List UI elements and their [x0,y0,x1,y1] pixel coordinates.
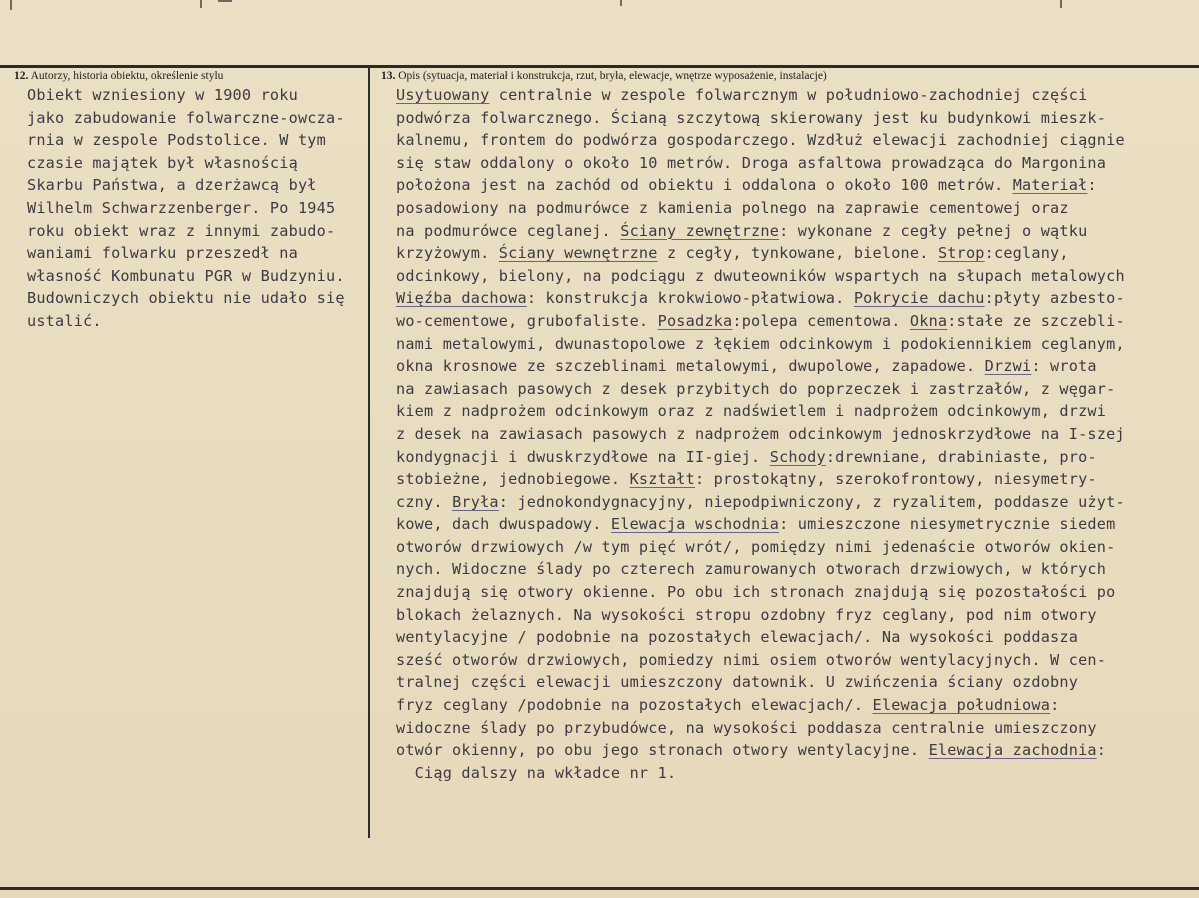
line-text: : prostokątny, szerokofrontowy, niesymetry- [695,470,1097,489]
section-12-line: Obiekt wzniesiony w 1900 roku [27,86,298,104]
section-13-line [396,265,1196,288]
top-rule [0,65,1199,68]
line-text: posadowiony na podmurówce z kamienia polnego na zaprawie cementowej oraz [396,198,1069,217]
line-text: sześć otworów drzwiowych, pomiedzy nimi osiem otworów wentylacyjnych. W cen- [396,650,1107,669]
section-13-line [396,604,1196,627]
section-12-title: Autorzy, historia obiektu, określenie stylu [30,70,224,82]
line-text: widoczne ślady po przybudówce, na wysokości poddasza centralnie umieszczony [396,718,1097,737]
section-12-line: czasie majątek był własnością [27,153,298,172]
section-13-body [396,84,1196,784]
underlined-heading: Elewacja południowa [872,696,1051,715]
underlined-heading: Strop [937,244,985,263]
section-13-header [381,70,827,82]
section-13-line [396,694,1196,717]
section-13-line [396,129,1196,152]
line-text: :płyty azbesto- [984,289,1125,308]
section-13-title: Opis (sytuacja, materiał i konstrukcja, rzut, bryła, elewacje, wnętrze wyposażenie, instalacje) [398,70,827,82]
line-text: : wykonane z cegły pełnej o wątku [779,221,1088,240]
line-text: : wrota [1031,357,1097,376]
edge-mark [1060,0,1062,8]
section-13-line [396,174,1196,197]
line-text: : konstrukcja krokwiowo-płatwiowa. [526,289,854,308]
line-text: podwórza folwarcznego. Ścianą szczytową skierowany jest ku budynkowi mieszk- [396,108,1107,127]
section-13-line [396,558,1196,581]
line-text: kowe, dach dwuspadowy. [396,515,611,534]
line-text: na zawiasach pasowych z desek przybitych do poprzeczek i zastrzałów, z węgar- [396,379,1116,398]
line-text: fryz ceglany /podobnie na pozostałych elewacjach/. [396,696,873,715]
line-text: : [1096,741,1107,760]
line-text: :stałe ze szczebli- [947,311,1125,330]
line-text: położona jest na zachód od obiektu i oddalona o około 100 metrów. [396,176,1013,195]
underlined-heading: Drzwi [984,357,1032,376]
line-text: :drewniane, drabiniaste, pro- [825,447,1097,466]
line-text: otwór okienny, po obu jego stronach otwory wentylacyjne. [396,741,929,760]
line-text: :ceglany, [984,244,1069,263]
section-13-line [396,581,1196,604]
section-12-line: Budowniczych obiektu nie udało się [27,289,345,308]
section-13-line [396,333,1196,356]
line-text: tralnej części elewacji umieszczony datownik. U zwińczenia ściany ozdobny [396,673,1079,692]
line-text: nych. Widoczne ślady po czterech zamurowanych otworach drzwiowych, w których [396,560,1107,579]
section-13-line [396,378,1196,401]
section-13-line [396,468,1196,491]
line-text: kiem z nadprożem odcinkowym oraz z nadświetlem i nadprożem odcinkowym, drzwi [396,402,1107,421]
section-13-line [396,355,1196,378]
line-text: z cegły, tynkowane, bielone. [657,244,938,263]
line-text: nami metalowymi, dwunastopolowe z łękiem odcinkowym i podokiennikiem ceglanym, [396,334,1125,353]
line-text: : jednokondygnacyjny, niepodpiwniczony, z ryzalitem, poddasze użyt- [498,492,1125,511]
section-12-number: 12. [14,70,29,82]
section-13-line [396,739,1196,762]
line-text: wentylacyjne / podobnie na pozostałych elewacjach/. Na wysokości poddasza [396,628,1079,647]
line-text: się staw oddalony o około 10 metrów. Droga asfaltowa prowadząca do Margonina [396,153,1107,172]
section-13-line [396,717,1196,740]
line-text: kalnemu, frontem do podwórza gospodarczego. Wzdłuż elewacji zachodniej ciągnie [396,131,1125,150]
section-13-line [396,671,1196,694]
edge-mark [200,0,202,8]
underlined-heading: Elewacja wschodnia [610,515,780,534]
line-text: :polepa cementowa. [732,311,910,330]
section-13-line [396,423,1196,446]
underlined-heading: Posadzka [657,311,733,330]
line-text: otworów drzwiowych /w tym pięć wrót/, pomiędzy nimi jedenaście otworów okien- [396,537,1116,556]
line-text: blokach żelaznych. Na wysokości stropu ozdobny fryz ceglany, pod nim otwory [396,605,1097,624]
section-13-number: 13. [381,70,396,82]
section-12-line: waniami folwarku przeszedł na [27,244,298,263]
line-text: czny. [396,492,453,511]
underlined-heading: Więźba dachowa [396,289,527,308]
underlined-heading: Bryła [452,492,499,511]
section-12-header [14,70,223,82]
section-13-line [396,400,1196,423]
section-13-line [396,491,1196,514]
line-text: na podmurówce ceglanej. [396,221,621,240]
section-13-line [396,513,1196,536]
section-12-line: Wilhelm Schwarzzenberger. Po 1945 [27,198,336,217]
edge-mark [620,0,622,6]
section-12-line: Skarbu Państwa, a dzerżawcą był [27,176,317,195]
line-text: : umieszczone niesymetrycznie siedem [779,515,1116,534]
line-text: : [1087,176,1097,195]
section-13-line [396,310,1196,333]
underlined-heading: Pokrycie dachu [853,289,985,308]
column-divider [368,66,370,838]
underlined-heading: Okna [909,311,948,330]
underlined-heading: Materiał [1012,176,1088,195]
section-12-line: własność Kombunatu PGR w Budzyniu. [27,266,345,285]
section-12-line: roku obiekt wraz z innymi zabudo- [27,221,336,240]
edge-mark [10,0,12,10]
section-13-line [396,242,1196,265]
section-13-line [396,287,1196,310]
section-13-line [396,152,1196,175]
section-13-line [396,649,1196,672]
section-13-line [396,197,1196,220]
line-text: krzyżowym. [396,244,499,263]
line-text: znajdują się otwory okienne. Po obu ich stronach znajdują się pozostałości po [396,583,1116,602]
section-12-line: rnia w zespole Podstolice. W tym [27,131,326,150]
line-text: Ciąg dalszy na wkładce nr 1. [396,763,677,782]
line-text: z desek na zawiasach pasowych z nadprożem odcinkowym jednoskrzydłowe na I-szej [396,424,1125,443]
section-12-line: jako zabudowanie folwarczne-owcza- [27,108,345,127]
section-12-body [27,84,367,333]
underlined-heading: Usytuowany [396,86,490,104]
line-text: wo-cementowe, grubofaliste. [396,311,658,330]
line-text: odcinkowy, bielony, na podciągu z dwuteowników wspartych na słupach metalowych [396,266,1125,285]
section-12-line: ustalić. [27,311,102,330]
line-text: kondygnacji i dwuskrzydłowe na II-giej. [396,447,770,466]
line-text: stobieżne, jednobiegowe. [396,470,630,489]
line-text: okna krosnowe ze szczeblinami metalowymi, dwupolowe, zapadowe. [396,357,985,376]
section-13-line [396,536,1196,559]
underlined-heading: Ściany wewnętrzne [498,244,658,263]
bottom-rule [0,887,1199,890]
section-13-line [396,626,1196,649]
section-13-line [396,220,1196,243]
section-13-line [396,107,1196,130]
underlined-heading: Schody [769,447,826,466]
line-text: : [1050,696,1060,715]
edge-mark [218,0,232,2]
underlined-heading: Ściany zewnętrzne [620,221,780,240]
section-13-line [396,84,1196,107]
line-text: centralnie w zespole folwarcznym w południowo-zachodniej części [489,86,1088,104]
underlined-heading: Kształt [629,470,695,489]
section-13-line [396,446,1196,469]
section-13-line [396,762,1196,785]
underlined-heading: Elewacja zachodnia [928,741,1097,760]
